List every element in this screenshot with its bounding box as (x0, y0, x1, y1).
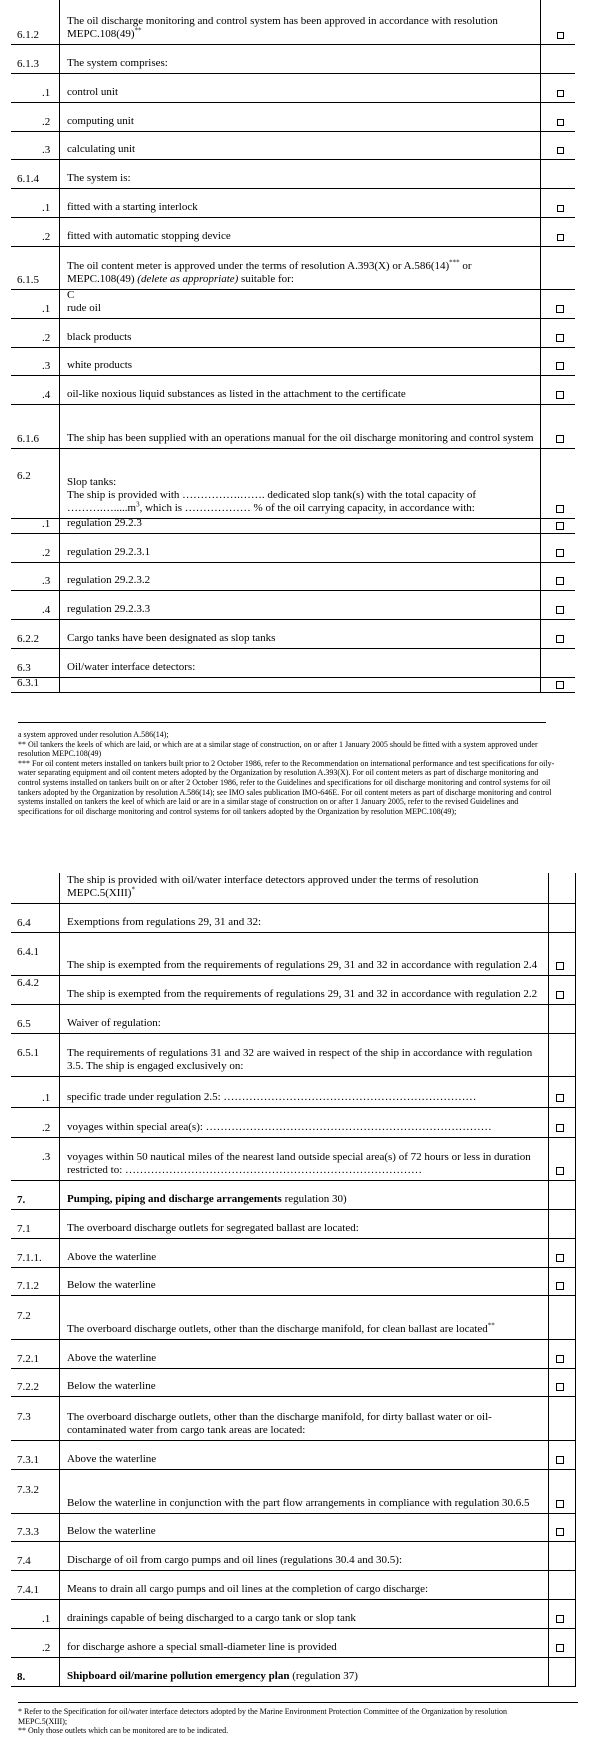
item-text: Means to drain all cargo pumps and oil lines at the completion of cargo discharge: (67, 1583, 429, 1595)
item-number: .4 (42, 389, 51, 401)
table-row (11, 348, 575, 376)
section-heading: Pumping, piping and discharge arrangements (67, 1193, 282, 1205)
checkbox[interactable] (556, 522, 564, 530)
item-text: The system comprises: (67, 57, 168, 69)
checkbox[interactable] (556, 635, 564, 643)
item-number: .2 (42, 1122, 51, 1134)
item-text: specific trade under regulation 2.5: …………………………………………………………… (67, 1091, 477, 1103)
item-number: .3 (42, 360, 51, 372)
item-text: calculating unit (67, 143, 136, 155)
item-text (67, 1670, 541, 1683)
item-number: 6.1.4 (17, 173, 39, 185)
item-number: 7.1.2 (17, 1280, 39, 1292)
item-number: 7.1 (17, 1223, 31, 1235)
item-number: .1 (42, 202, 51, 214)
item-number: 6.4.1 (17, 946, 39, 958)
item-number: 6.2 (17, 470, 31, 482)
table-row (11, 678, 575, 693)
item-text: Discharge of oil from cargo pumps and oil lines (regulations 30.4 and 30.5): (67, 1554, 403, 1566)
item-text: regulation 29.2.3 (67, 517, 142, 529)
item-text: The ship is exempted from the requirements of regulations 29, 31 and 32 in accordance with regulation 2.2 (67, 988, 538, 1000)
checkbox[interactable] (556, 1644, 564, 1652)
item-text: The system is: (67, 172, 131, 184)
checkbox[interactable] (556, 1500, 564, 1508)
item-text: Waiver of regulation: (67, 1017, 161, 1029)
table-row (11, 873, 575, 904)
checkbox[interactable] (556, 549, 564, 557)
checkbox[interactable] (556, 362, 564, 370)
item-number: 7.3.2 (17, 1484, 39, 1496)
item-text: C rude oil (67, 289, 101, 314)
item-number: 6.2.2 (17, 633, 39, 645)
footnote: ** Only those outlets which can be monitored are to be indicated. (18, 1726, 229, 1736)
section-heading-suffix: regulation 30) (281, 1193, 347, 1205)
checkbox[interactable] (556, 305, 564, 313)
table-row (11, 1470, 575, 1514)
table-row (11, 1397, 575, 1441)
item-text (67, 1193, 541, 1206)
item-number: .2 (42, 1642, 51, 1654)
item-number: .1 (42, 87, 51, 99)
item-number: 6.3 (17, 662, 31, 674)
checkbox[interactable] (556, 1167, 564, 1175)
checkbox[interactable] (556, 962, 564, 970)
item-text: The oil content meter is approved under the terms of resolution A.393(X) or A.586(14)*** or MEPC.108(49) (delete as appropriate) suitable for: (67, 258, 472, 285)
table-row (11, 904, 575, 933)
checkbox[interactable] (556, 1456, 564, 1464)
item-number: 6.4.2 (17, 977, 39, 989)
item-number: .2 (42, 332, 51, 344)
item-text: Above the waterline (67, 1251, 157, 1263)
table-row (11, 563, 575, 591)
checkbox[interactable] (556, 1528, 564, 1536)
table-row (11, 45, 575, 74)
item-number: 6.1.2 (17, 29, 39, 41)
item-number: 7.2 (17, 1310, 31, 1322)
item-text: computing unit (67, 115, 134, 127)
item-number: .3 (42, 1151, 51, 1163)
item-text: white products (67, 359, 133, 371)
item-text: fitted with automatic stopping device (67, 230, 231, 242)
table-row (11, 519, 575, 534)
footnote: *** For oil content meters installed on tankers built prior to 2 October 1986, refer to the Recommendation on international performance and test specifications for oily-water separating equipment and oil content meters adopted by the Organization by resolution A.393(X). For oil content meters as part of discharge monitoring and control systems installed on tankers built on or after 2 October 1986, refer to the Guidelines and specifications for oil discharge monitoring and control systems for oil tankers adopted by the Organization by resolution A.586(14); see IMO sales publication IMO-646E. For oil content meters as part of discharge monitoring and control systems installed on tankers the keel of which are laid or are in a similar stage of construction on or after 1 January 2005, refer to the revised Guidelines and specifications for oil discharge monitoring and control systems for oil tankers adopted by the Organization by resolution MEPC.108(49); (18, 758, 555, 816)
item-text: Slop tanks: The ship is provided with …………….……. dedicated slop tank(s) with the total capacity of $\dots\dots\dots.\dots.....m^3$, which is ……………… % of the oil carrying capacity, in accordance with: (67, 476, 477, 514)
item-text: Above the waterline (67, 1352, 157, 1364)
checkbox[interactable] (556, 1383, 564, 1391)
footnote: ** Oil tankers the keels of which are laid, or which are at a similar stage of construction, on or after 1 January 2005 should be fitted with a system approved under resolution MEPC.108(49) (18, 739, 538, 759)
checkbox[interactable] (556, 1355, 564, 1363)
item-text: for discharge ashore a special small-diameter line is provided (67, 1641, 337, 1653)
table-row (11, 189, 575, 218)
item-text: voyages within 50 nautical miles of the nearest land outside special area(s) of 72 hours or less in duration restricted to: ……………………………………………………………………… (67, 1151, 531, 1176)
item-number: 7.2.2 (17, 1381, 39, 1393)
item-number: 6.5.1 (17, 1047, 39, 1059)
checkbox[interactable] (557, 32, 564, 39)
item-text: black products (67, 331, 132, 343)
item-number: .1 (42, 303, 51, 315)
table-row (11, 1210, 575, 1239)
item-text: The overboard discharge outlets, other than the discharge manifold, for clean ballast are located** (67, 1321, 495, 1335)
item-number: .1 (42, 1613, 51, 1625)
item-number: .2 (42, 116, 51, 128)
checkbox[interactable] (557, 205, 564, 212)
item-number: 7.2.1 (17, 1353, 39, 1365)
checkbox[interactable] (556, 991, 564, 999)
item-text: drainings capable of being discharged to a cargo tank or slop tank (67, 1612, 356, 1624)
checkbox[interactable] (556, 1254, 564, 1262)
item-text: voyages within special area(s): …………………………………………………………………… (67, 1121, 492, 1133)
footnotes-upper (18, 730, 558, 816)
item-text: oil-like noxious liquid substances as listed in the attachment to the certificate (67, 388, 406, 400)
item-text: Above the waterline (67, 1453, 157, 1465)
table-row (11, 74, 575, 103)
item-text: Below the waterline in conjunction with the part flow arrangements in compliance with regulation 30.6.5 (67, 1497, 530, 1509)
table-row (11, 1369, 575, 1397)
table-row (11, 319, 575, 348)
table-row (11, 534, 575, 563)
checkbox[interactable] (557, 234, 564, 241)
table-row (11, 1542, 575, 1571)
table-row (11, 1077, 575, 1108)
table-row (11, 1571, 575, 1600)
item-text: The ship is provided with oil/water interface detectors approved under the terms of resolution MEPC.5(XIII)* (67, 874, 479, 899)
checkbox[interactable] (556, 1124, 564, 1132)
checkbox[interactable] (556, 435, 564, 443)
table-row (11, 620, 575, 649)
checkbox[interactable] (557, 90, 564, 97)
item-text: Cargo tanks have been designated as slop tanks (67, 632, 276, 644)
checkbox[interactable] (556, 505, 564, 513)
item-number: 6.3.1 (17, 677, 39, 689)
item-text: Below the waterline (67, 1525, 156, 1537)
certificate-table-upper (11, 0, 575, 693)
item-number: 7.3.1 (17, 1454, 39, 1466)
item-number: 7.3.3 (17, 1526, 39, 1538)
item-number: 6.1.3 (17, 58, 39, 70)
table-row (11, 1600, 575, 1629)
table-row (11, 218, 575, 247)
item-text: regulation 29.2.3.1 (67, 546, 151, 558)
item-number: 7.1.1. (17, 1252, 42, 1264)
table-row (11, 449, 575, 519)
item-number: 7.4 (17, 1555, 31, 1567)
table-row (11, 1340, 575, 1369)
checkbox[interactable] (556, 681, 564, 689)
item-text: The oil discharge monitoring and control system has been approved in accordance with resolution MEPC.108(49)** (67, 15, 498, 40)
checkbox[interactable] (556, 391, 564, 399)
item-text: regulation 29.2.3.3 (67, 603, 151, 615)
table-row (11, 1034, 575, 1077)
footnote: * Refer to the Specification for oil/water interface detectors adopted by the Marine Environment Protection Committee of the Organization by resolution MEPC.5(XIII); (18, 1707, 508, 1726)
item-number: 6.4 (17, 917, 31, 929)
footnotes-lower (18, 1707, 558, 1736)
item-text: fitted with a starting interlock (67, 201, 198, 213)
table-row (11, 1005, 575, 1034)
item-number: 8. (17, 1671, 26, 1683)
item-number: 6.1.6 (17, 433, 39, 445)
item-number: .2 (42, 231, 51, 243)
table-row (11, 1138, 575, 1181)
item-number: 6.5 (17, 1018, 31, 1030)
table-row (11, 649, 575, 678)
table-row (11, 591, 575, 620)
table-row (11, 405, 575, 449)
checkbox[interactable] (556, 606, 564, 614)
table-row (11, 376, 575, 405)
item-text: The ship has been supplied with an operations manual for the oil discharge monitoring and control system (67, 432, 534, 444)
item-text: The overboard discharge outlets for segregated ballast are located: (67, 1222, 359, 1234)
checkbox[interactable] (557, 147, 564, 154)
item-text: The ship is exempted from the requirements of regulations 29, 31 and 32 in accordance with regulation 2.4 (67, 959, 538, 971)
item-number: .1 (42, 1092, 51, 1104)
table-row (11, 1181, 575, 1210)
table-row (11, 132, 575, 160)
item-number: 7. (17, 1194, 26, 1206)
table-row (11, 1239, 575, 1268)
item-text: The requirements of regulations 31 and 32 are waived in respect of the ship in accordance with regulation 3.5. The ship is engaged exclusively on: (67, 1047, 533, 1072)
table-row (11, 1108, 575, 1138)
item-number: 6.1.5 (17, 274, 39, 286)
table-row (11, 160, 575, 189)
footnote-divider (18, 722, 546, 723)
item-text: control unit (67, 86, 119, 98)
table-row (11, 1296, 575, 1340)
footnote: a system approved under resolution A.586(14); (18, 730, 169, 739)
item-number: .4 (42, 604, 51, 616)
item-text: Below the waterline (67, 1380, 156, 1392)
item-text: Oil/water interface detectors: (67, 661, 196, 673)
item-text: regulation 29.2.3.2 (67, 574, 151, 586)
checkbox[interactable] (556, 1615, 564, 1623)
table-row (11, 976, 575, 1005)
item-number: .2 (42, 547, 51, 559)
item-number: .3 (42, 575, 51, 587)
table-row (11, 1658, 575, 1687)
item-number: 7.3 (17, 1411, 31, 1423)
item-number: 7.4.1 (17, 1584, 39, 1596)
item-text: Exemptions from regulations 29, 31 and 32: (67, 916, 261, 928)
table-row (11, 247, 575, 290)
table-row (11, 1268, 575, 1296)
checkbox[interactable] (556, 577, 564, 585)
checkbox[interactable] (556, 334, 564, 342)
table-row (11, 933, 575, 976)
checkbox[interactable] (556, 1094, 564, 1102)
table-row (11, 1441, 575, 1470)
table-row (11, 1514, 575, 1542)
item-number: .1 (42, 518, 51, 530)
certificate-table-lower (11, 873, 575, 1687)
checkbox[interactable] (556, 1282, 564, 1290)
footnote-divider (18, 1702, 578, 1703)
section-heading: Shipboard oil/marine pollution emergency plan (67, 1670, 290, 1682)
table-row (11, 1629, 575, 1658)
table-row (11, 290, 575, 319)
item-text: The overboard discharge outlets, other than the discharge manifold, for dirty ballast water or oil-contaminated water from cargo tank areas are located: (67, 1411, 492, 1436)
item-text: Below the waterline (67, 1279, 156, 1291)
checkbox[interactable] (557, 119, 564, 126)
table-row (11, 103, 575, 132)
item-number: .3 (42, 144, 51, 156)
section-heading-suffix: (regulation 37) (289, 1670, 358, 1682)
table-row (11, 0, 575, 45)
